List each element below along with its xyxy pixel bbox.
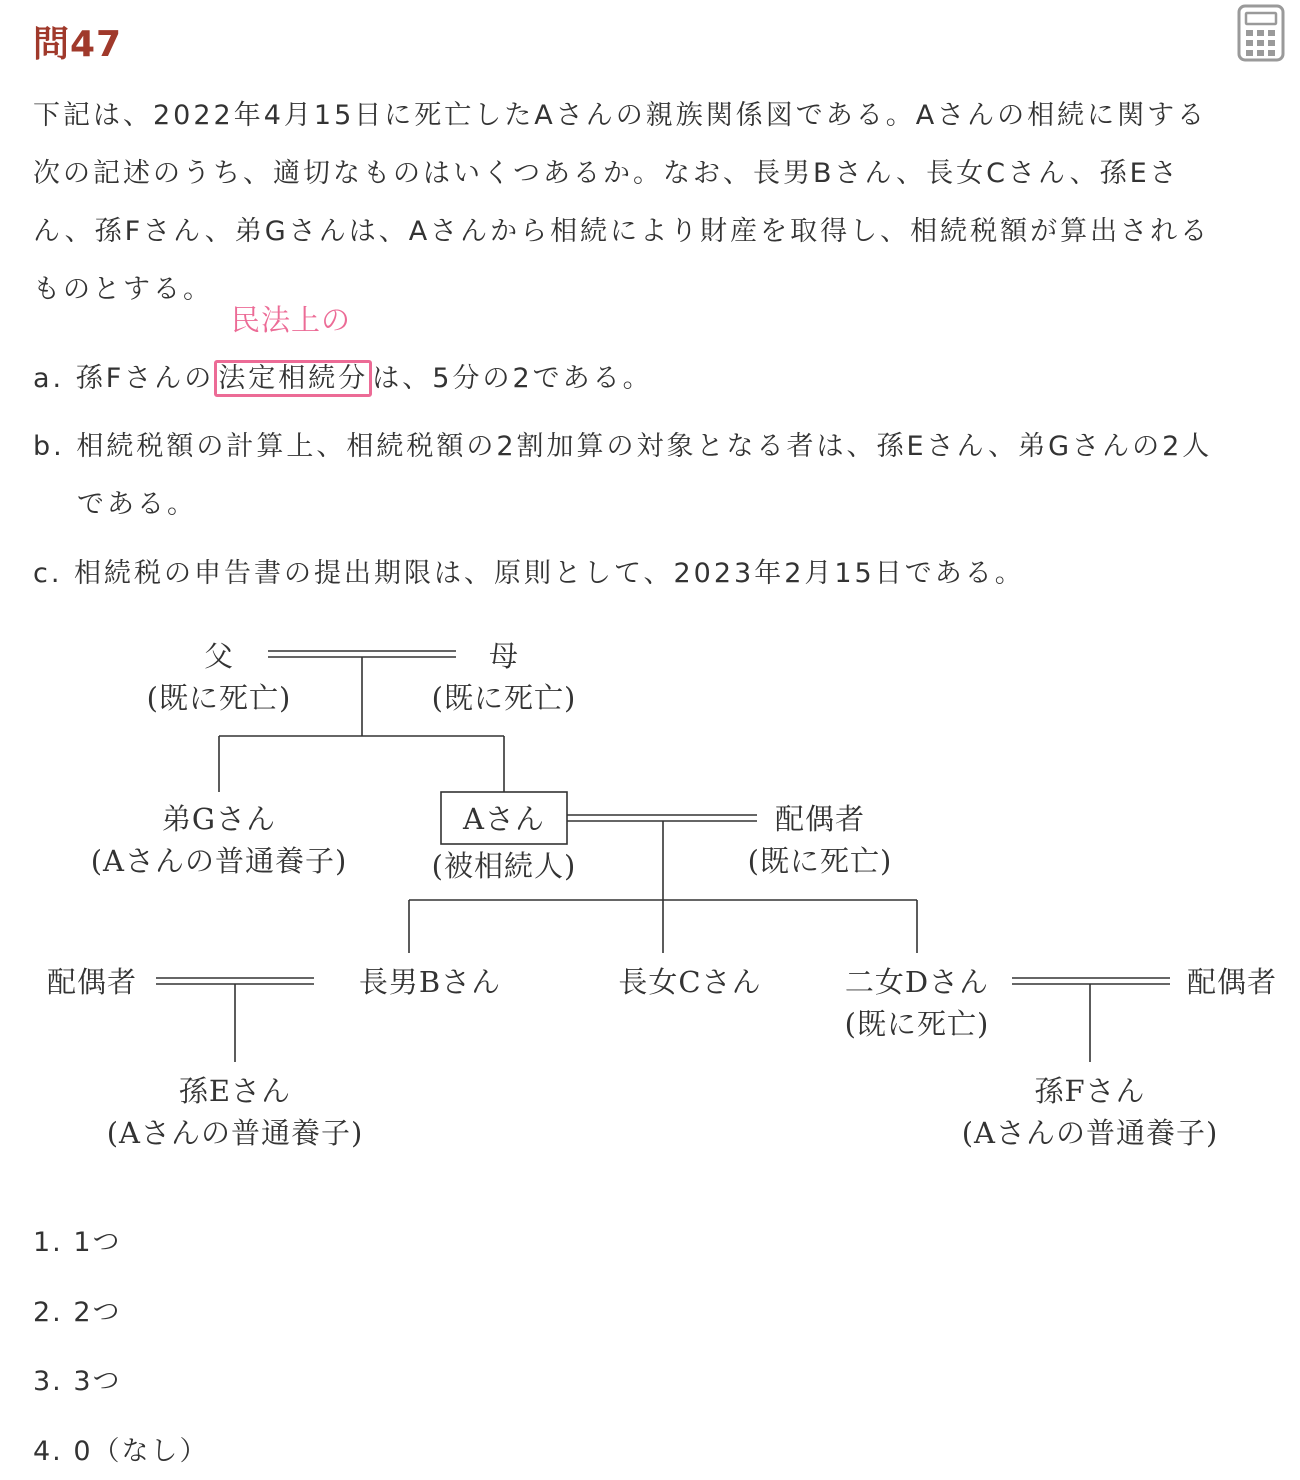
statement-a-after: は、5分の2である。 — [372, 363, 653, 394]
node-daughter-d-note: (既に死亡) — [844, 1007, 990, 1041]
node-grandchild-f-note: (Aさんの普通養子) — [961, 1116, 1219, 1150]
statement-c — [33, 551, 1025, 590]
node-mother: 母 — [488, 639, 520, 673]
option-1[interactable]: 1. 1つ — [33, 1227, 122, 1258]
calculator-icon[interactable] — [1237, 4, 1285, 62]
node-son-b: 長男Bさん — [358, 965, 502, 999]
node-grandchild-e: 孫Eさん — [178, 1074, 292, 1108]
node-spouse-a: 配偶者 — [774, 802, 866, 836]
intro-line-3: ん、孫Fさん、弟Gさんは、Aさんから相続により財産を取得し、相続税額が算出される — [33, 216, 1211, 247]
node-brother-g: 弟Gさん — [161, 802, 277, 836]
node-spouse-d: 配偶者 — [1186, 965, 1278, 999]
intro-line-2: 次の記述のうち、適切なものはいくつあるか。なお、長男Bさん、長女Cさん、孫Eさ — [33, 158, 1180, 189]
node-daughter-d: 二女Dさん — [844, 965, 990, 999]
statement-c-label: c. — [33, 558, 63, 589]
node-father-note: (既に死亡) — [146, 681, 292, 715]
node-a-san-note: (被相続人) — [431, 849, 577, 883]
statement-a-before: 孫Fさんの — [75, 363, 215, 394]
annotation-note: 民法上の — [231, 303, 352, 337]
statement-b-line1: 相続税額の計算上、相続税額の2割加算の対象となる者は、孫Eさん、弟Gさんの2人 — [76, 431, 1213, 462]
statement-b — [33, 424, 1212, 463]
node-brother-g-note: (Aさんの普通養子) — [90, 844, 348, 878]
statement-b-line2: である。 — [77, 489, 197, 520]
statement-a — [33, 356, 653, 395]
node-father: 父 — [203, 639, 235, 673]
intro-line-4: ものとする。 — [33, 274, 213, 305]
node-spouse-b: 配偶者 — [46, 965, 138, 999]
highlight-box: 法定相続分 — [214, 360, 372, 397]
option-4[interactable]: 4. 0（なし） — [33, 1436, 209, 1467]
node-grandchild-f: 孫Fさん — [1034, 1074, 1146, 1108]
statement-c-text: 相続税の申告書の提出期限は、原則として、2023年2月15日である。 — [74, 558, 1025, 589]
statement-a-label: a. — [33, 363, 65, 394]
family-tree-diagram — [0, 620, 1300, 1180]
node-grandchild-e-note: (Aさんの普通養子) — [106, 1116, 364, 1150]
question-number: 問47 — [33, 24, 123, 65]
node-a-san: Aさん — [463, 802, 545, 836]
intro-line-1: 下記は、2022年4月15日に死亡したAさんの親族関係図である。Aさんの相続に関する — [33, 100, 1208, 131]
node-mother-note: (既に死亡) — [431, 681, 577, 715]
node-daughter-c: 長女Cさん — [618, 965, 762, 999]
option-3[interactable]: 3. 3つ — [33, 1366, 122, 1397]
option-2[interactable]: 2. 2つ — [33, 1297, 122, 1328]
statement-b-label: b. — [33, 431, 65, 462]
node-spouse-a-note: (既に死亡) — [747, 844, 893, 878]
